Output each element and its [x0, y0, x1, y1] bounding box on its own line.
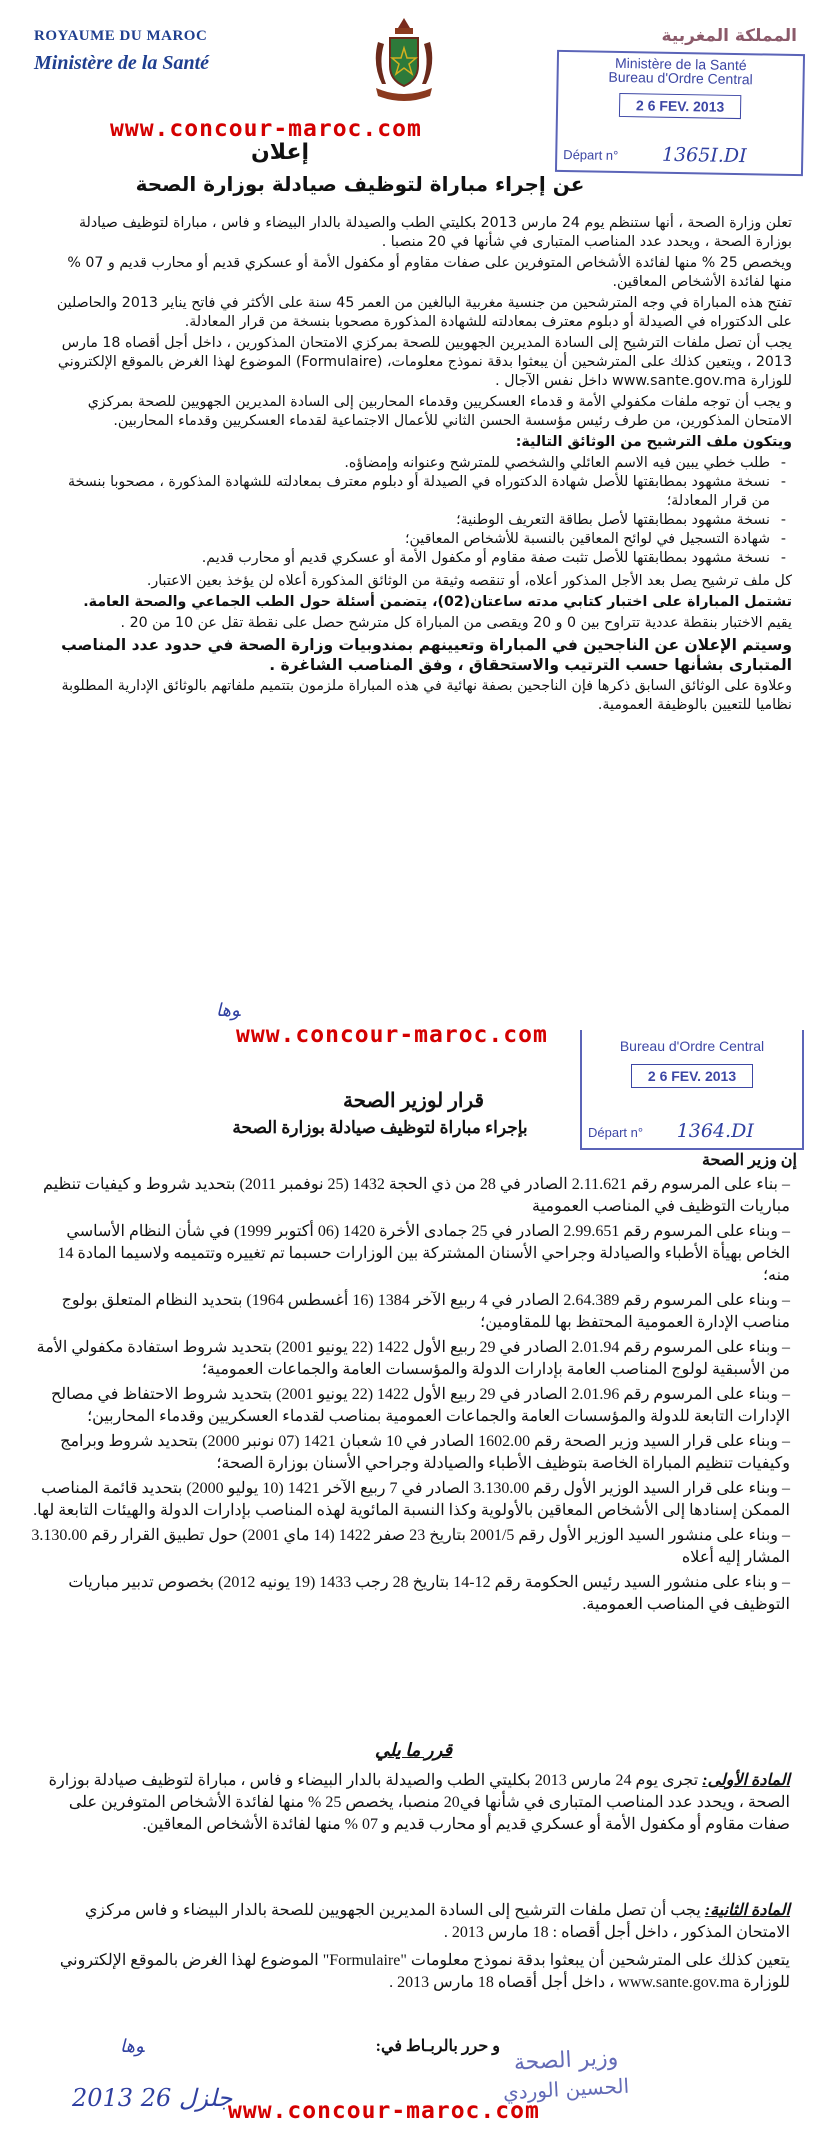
notice-title: إعلان [250, 140, 310, 165]
article-2 [30, 1900, 790, 1994]
notice-paragraph-6: كل ملف ترشيح يصل بعد الأجل المذكور أعلاه، أو تنقصه وثيقة من الوثائق المذكورة أعلاه لن يؤخذ بعين الاعتبار. [146, 573, 792, 589]
whereas-item: – وبناء على المرسوم رقم 2.64.389 الصادر في 4 ربيع الآخر 1384 (16 أغسطس 1964) بتحديد النظام المتعلق بولوج مناصب الإدارة العمومية المحتفظ بها للمقاومين؛ [61, 1292, 790, 1331]
decree-title: قرار لوزير الصحة [342, 1090, 485, 1112]
stamp-date: 2 6 FEV. 2013 [619, 93, 741, 119]
whereas-item: – وبناء على قرار السيد وزير الصحة رقم 1602.00 الصادر في 10 شعبان 1421 (07 نونبر 2000) بتحديد شروط وبرامج وكيفيات تنظيم المباراة الخاصة بتوظيف الأطباء والصيادلة وجراحي الأسنان بوزارة الصحة؛ [60, 1433, 790, 1472]
notice-paragraph-8: يقيم الاختبار بنقطة عددية تتراوح بين 0 و 20 ويقصى من المباراة كل مترشح حصل على نقطة تقل عن 10 من 20 . [120, 615, 792, 631]
article-2-label: المادة الثانية: [704, 1902, 790, 1919]
whereas-item: – وبناء على قرار السيد الوزير الأول رقم 3.130.00 الصادر في 7 ربيع الآخر 1421 (10 يوليو 2000) بتحديد قائمة المناصب الممكن إسنادها إلى الأشخاص المعاقين بالأولوية وكذا النسبة المائوية لهذه المناصب بإدارات الدولة والهيئات التابعة لها. [33, 1480, 790, 1519]
notice-paragraph-7: تشتمل المباراة على اختبار كتابي مدته ساعتان(02)، يتضمن أسئلة حول الطب الجماعي والصحة العامة. [83, 594, 792, 610]
decree-decides: قرر ما يلي [374, 1740, 453, 1760]
watermark-url-bottom: www.concour-maroc.com [228, 2098, 540, 2124]
notice-paragraph-3: تفتح هذه المباراة في وجه المترشحين من جنسية مغربية البالغين من العمر 45 سنة على الأكثر في فاتح يناير 2013 والحاصلين على الدكتوراه في الصيدلة أو دبلوم معترف بمعادلته للشهادة المذكورة مصحوبا بنسخة من قرار المعادلة. [56, 295, 792, 330]
list-item: - نسخة مشهود بمطابقتها للأصل تثبت صفة مقاوم أو مكفول الأمة أو عسكري قديم أو محارب قديم. [56, 549, 770, 568]
whereas-item: – بناء على المرسوم رقم 2.11.621 الصادر في 28 من ذي الحجة 1432 (25 نوفمبر 2011) بتحديد شروط و كيفيات تنظيم مباريات التوظيف في المناصب العمومية [43, 1176, 790, 1215]
notice-paragraph-5: و يجب أن توجه ملفات مكفولي الأمة و قدماء العسكريين وقدماء المحاربين إلى السادة المديرين الجهويين للصحة بمركزي الامتحان المذكورين، من طرف رئيس مؤسسة الحسن الثاني للأعمال الاجتماعية لقدماء العسكريين وقدماء المحاربين. [87, 394, 792, 429]
stamp-depart-number: 1364.DI [676, 1120, 754, 1142]
whereas-item: – وبناء على المرسوم رقم 2.99.651 الصادر في 25 جمادى الأخرة 1420 (06 أكتوبر 1999) في شأن النظام الأساسي الخاص بهيأة الأطباء والصيادلة وجراحي الأسنان المشتركة بين الوزارات حسبما تم تغييره وتتميمه ولاسيما المادة 14 منه؛ [57, 1223, 790, 1284]
minister-signature-stamp [476, 2045, 656, 2144]
whereas-item: – وبناء على منشور السيد الوزير الأول رقم 2001/5 بتاريخ 23 صفر 1422 (14 ماي 2001) حول تطبيق القرار رقم 3.130.00 المشار إليه أعلاه [31, 1527, 790, 1566]
stamp-line2: Bureau d'Ordre Central [608, 68, 753, 88]
notice-subtitle: عن إجراء مباراة لتوظيف صيادلة بوزارة الصحة [135, 172, 585, 196]
list-item: - طلب خطي يبين فيه الاسم العائلي والشخصي للمترشح وعنوانه وإمضاؤه. [56, 454, 770, 473]
stamp-depart-label: Départ n° [588, 1125, 644, 1140]
list-item: - نسخة مشهود بمطابقتها للأصل شهادة الدكتوراه في الصيدلة أو دبلوم معترف بمعادلته للشهادة المذكورة ، مصحوبا بنسخة من قرار المعادلة؛ [56, 473, 770, 511]
whereas-item: – و بناء على منشور السيد رئيس الحكومة رقم 12-14 بتاريخ 28 رجب 1433 (19 يونيه 2012) بخصوص تدبير مباريات التوظيف في المناصب العمومية. [68, 1574, 790, 1613]
stamp-depart-label: Départ n° [563, 146, 619, 163]
stamp-date: 2 6 FEV. 2013 [631, 1064, 753, 1088]
list-item: - شهادة التسجيل في لوائح المعاقين بالنسبة للأشخاص المعاقين؛ [56, 530, 770, 549]
initials-signature-2: ﻮﻫﺎ [120, 2036, 145, 2057]
coat-of-arms-emblem [364, 14, 444, 104]
watermark-url-top: www.concour-maroc.com [110, 116, 422, 142]
article-1 [30, 1770, 790, 1836]
notice-paragraph-4: يجب أن تصل ملفات الترشيح إلى السادة المديرين الجهويين للصحة بمركزي الامتحان المذكورين ، داخل أجل أقصاه 18 مارس 2013 ، ويتعين كذلك على المترشحين أن يبعثوا بدقة نموذج معلومات، (Formulaire) الموضوع لهذا الغرض بالموقع الإلكتروني للوزارة www.sante.gov.ma داخل نفس الآجال . [57, 335, 792, 389]
article-1-label: المادة الأولى: [702, 1772, 790, 1789]
article-2-text: يجب أن تصل ملفات الترشيح إلى السادة المديرين الجهويين للصحة بالدار البيضاء و فاس مركزي الامتحان المذكور ، داخل أجل أقصاه : 18 مارس 2013 . [84, 1902, 790, 1941]
signature-date: 2013 جلزل 26 [72, 2084, 233, 2112]
stamp-line1: Ministère de la Santé [614, 54, 747, 74]
header-kingdom-fr: ROYAUME DU MAROC [34, 28, 208, 44]
decree-minister: إن وزير الصحة [701, 1152, 797, 1169]
watermark-url-middle: www.concour-maroc.com [236, 1022, 548, 1048]
documents-list [56, 454, 792, 568]
notice-paragraph-1: تعلن وزارة الصحة ، أنها ستنظم يوم 24 مارس 2013 بكليتي الطب والصيدلة بالدار البيضاء و فاس ، مباراة لتوظيف صيادلة بوزارة الصحة ، ويحدد عدد المناصب المتبارى في شأنها في 20 منصبا . [78, 215, 792, 250]
article-2-paragraph-2: يتعين كذلك على المترشحين أن يبعثوا بدقة نموذج معلومات "Formulaire" الموضوع لهذا الغرض بالموقع الإلكتروني للوزارة www.sante.gov.ma ، داخل أجل أقصاه 18 مارس 2013 . [59, 1952, 790, 1991]
done-at-rabat: و حرر بالربـاط في: [375, 2038, 500, 2055]
article-1-text: تجرى يوم 24 مارس 2013 بكليتي الطب والصيدلة بالدار البيضاء و فاس ، مباراة لتوظيف صيادلة بوزارة الصحة ، ويحدد عدد المناصب المتبارى في شأنها في20 منصبا، يخصص 25 % منها لفائدة الأشخاص المتوفرين على صفات مقاوم أو مكفول الأمة أو عسكري قديم أو محارب قديم و 07 % منها لفائدة الأشخاص المعاقين. [48, 1772, 790, 1833]
whereas-item: – وبناء على المرسوم رقم 2.01.94 الصادر في 29 ربيع الأول 1422 (22 يونيو 2001) بتحديد شروط استفادة مكفولي الأمة من الأسبقية لولوج المناصب العامة بإدارات الدولة والمؤسسات العامة والجماعات العمومية؛ [36, 1339, 790, 1378]
stamp-depart-number: 1365I.DI [661, 143, 747, 168]
header-kingdom-ar: المملكة المغربية [661, 26, 797, 46]
stamp-line1: Bureau d'Ordre Central [619, 1038, 765, 1054]
notice-paragraph-9: وسيتم الإعلان عن الناجحين في المباراة وتعيينهم بمندوبيات وزارة الصحة في حدود عدد المناصب المتبارى بشأنها حسب الترتيب والاستحقاق ، وفق المناصب الشاغرة . [61, 636, 792, 674]
decree-whereas-list [30, 1174, 790, 1619]
notice-body [56, 214, 792, 715]
notice-paragraph-10: وعلاوة على الوثائق السابق ذكرها فإن الناجحين بصفة نهائية في هذه المباراة ملزمون بتتميم ملفاتهم بالوثائق الإدارية المطلوبة نظاميا للتعيين بالوظيفة العمومية. [61, 678, 792, 713]
signature-stamp-line1: وزير الصحة [513, 2045, 619, 2076]
documents-heading: ويتكون ملف الترشيح من الوثائق التالية: [515, 434, 792, 450]
header-ministry-fr: Ministère de la Santé [34, 52, 210, 74]
decree-subtitle: بإجراء مباراة لتوظيف صيادلة بوزارة الصحة [232, 1118, 528, 1137]
whereas-item: – وبناء على المرسوم رقم 2.01.96 الصادر في 29 ربيع الأول 1422 (22 يونيو 2001) بتحديد شروط الاحتفاظ في مصالح الإدارات التابعة للدولة والمؤسسات العامة والجماعات العمومية بمناصب لقدماء العسكريين وقدماء المحاربين؛ [50, 1386, 790, 1425]
signature-stamp-line2: الحسين الوردي [502, 2073, 630, 2105]
notice-paragraph-2: ويخصص 25 % منها لفائدة الأشخاص المتوفرين على صفات مقاوم أو مكفول الأمة أو عسكري قديم أو محارب قديم و 07 % منها لفائدة الأشخاص المعاقين. [67, 255, 792, 290]
office-stamp-top [555, 50, 805, 176]
initials-signature-1: ﻮﻫﺎ [216, 1000, 241, 1021]
list-item: - نسخة مشهود بمطابقتها لأصل بطاقة التعريف الوطنية؛ [56, 511, 770, 530]
